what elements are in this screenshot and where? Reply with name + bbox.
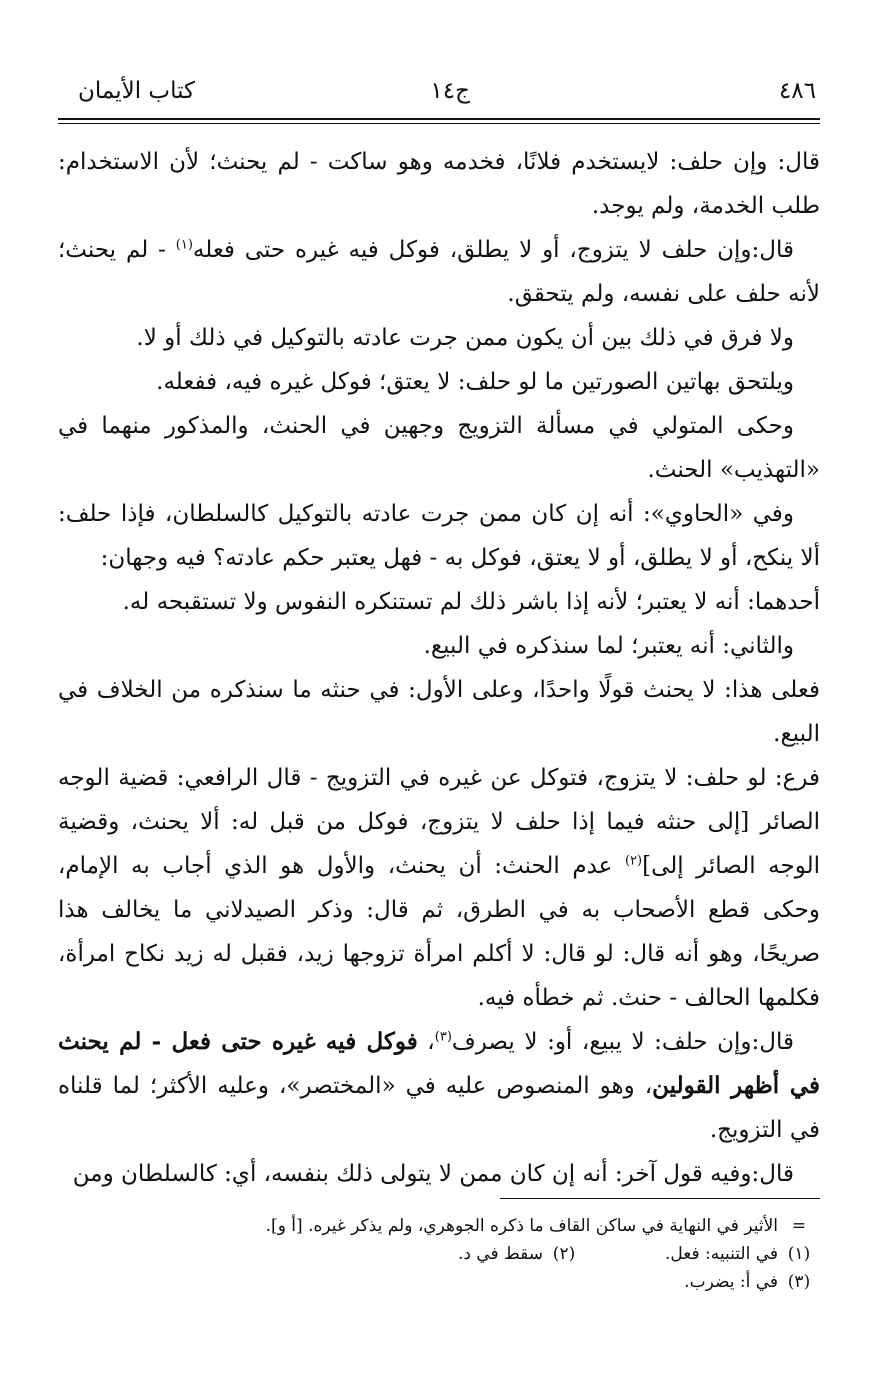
main-text — [58, 140, 820, 1196]
footnotes — [58, 1212, 820, 1296]
paragraph: قال: وإن حلف: لايستخدم فلانًا، فخدمه وهو ساكت - لم يحنث؛ لأن الاستخدام: طلب الخدمة، ولم يوجد. — [58, 149, 820, 219]
paragraph: أحدهما: أنه لا يعتبر؛ لأنه إذا باشر ذلك لم تستنكره النفوس ولا تستقبحه له. — [122, 589, 820, 615]
footnote-number: (٣) — [787, 1272, 811, 1292]
footnote-ref: (٢) — [624, 853, 643, 869]
paragraph: وفي «الحاوي»: أنه إن كان ممن جرت عادته بالتوكيل كالسلطان، فإذا حلف: ألا ينكح، أو لا يطلق، أو لا يعتق، فوكل به - فهل يعتبر حكم عادته؟ فيه وجهان: — [58, 501, 820, 571]
footnote-ref: (١) — [175, 237, 193, 253]
paragraph: قال:وإن حلف: لا يبيع، أو: لا يصرف$^{(٣)}$، فوكل فيه غيره حتى فعل - لم يحنث في أظهر القولين، وهو المنصوص عليه في «المختصر»، وعليه الأكثر؛ لما قلناه في التزويج. — [58, 1028, 820, 1143]
paragraph: فرع: لو حلف: لا يتزوج، فتوكل عن غيره في التزويج - قال الرافعي: قضية الوجه الصائر [إلى حنثه فيما إذا حلف لا يتزوج، فوكل من قبل له: ألا يحنث، وقضية الوجه الصائر إلى]$^{(٢)}$ عدم الحنث: أن يحنث، والأول هو الذي أجاب به الإمام، وحكى قطع الأصحاب به في الطرق، ثم قال: وذكر الصيدلاني ما يخالف هذا صريحًا، وهو أنه قال: لو قال: لا أكلم امرأة تزوجها زيد، فقبل له زيد نكاح امرأة، فكلمها الحالف - حنث. ثم خطأه فيه. — [58, 765, 821, 1011]
footnote-text: سقط في د. — [457, 1244, 544, 1264]
book-title: كتاب الأيمان — [78, 78, 195, 104]
paragraph: قال:وفيه قول آخر: أنه إن كان ممن لا يتولى ذلك بنفسه، أي: كالسلطان ومن — [72, 1161, 794, 1187]
footnote-number: (٢) — [552, 1244, 576, 1264]
footnote-row — [58, 1268, 820, 1296]
footnote-ref: (٣) — [434, 1029, 452, 1045]
paragraph: ولا فرق في ذلك بين أن يكون ممن جرت عادته بالتوكيل في ذلك أو لا. — [136, 325, 794, 351]
volume-number: ج١٤ — [430, 78, 470, 104]
paragraph: فعلى هذا: لا يحنث قولًا واحدًا، وعلى الأول: في حنثه ما سنذكره من الخلاف في البيع. — [58, 677, 820, 747]
bold-text: فوكل فيه غيره حتى فعل - لم يحنث في أظهر القولين — [58, 1028, 820, 1099]
footnote-number: (١) — [787, 1244, 811, 1264]
footnote-continuation: =الأثير في النهاية في ساكن القاف ما ذكره الجوهري، ولم يذكر غيره. [أ و]. — [265, 1216, 807, 1236]
footnote-text: في التنبيه: فعل. — [665, 1244, 778, 1264]
footnote-row — [58, 1240, 820, 1268]
page-header — [58, 72, 820, 112]
page-number: ٤٨٦ — [778, 78, 816, 104]
footnote-text: في أ: يضرب. — [684, 1272, 778, 1292]
paragraph: وحكى المتولي في مسألة التزويج وجهين في الحنث، والمذكور منهما في «التهذيب» الحنث. — [58, 413, 820, 483]
paragraph: والثاني: أنه يعتبر؛ لما سنذكره في البيع. — [423, 633, 794, 659]
header-rule — [58, 118, 820, 120]
document-page — [58, 0, 820, 1376]
footnote-rule — [500, 1198, 820, 1199]
paragraph: قال:وإن حلف لا يتزوج، أو لا يطلق، فوكل فيه غيره حتى فعله$^{(١)}$ - لم يحنث؛ لأنه حلف على نفسه، ولم يتحقق. — [58, 237, 820, 307]
paragraph: ويلتحق بهاتين الصورتين ما لو حلف: لا يعتق؛ فوكل غيره فيه، ففعله. — [156, 369, 794, 395]
header-rule-thin — [58, 123, 820, 124]
